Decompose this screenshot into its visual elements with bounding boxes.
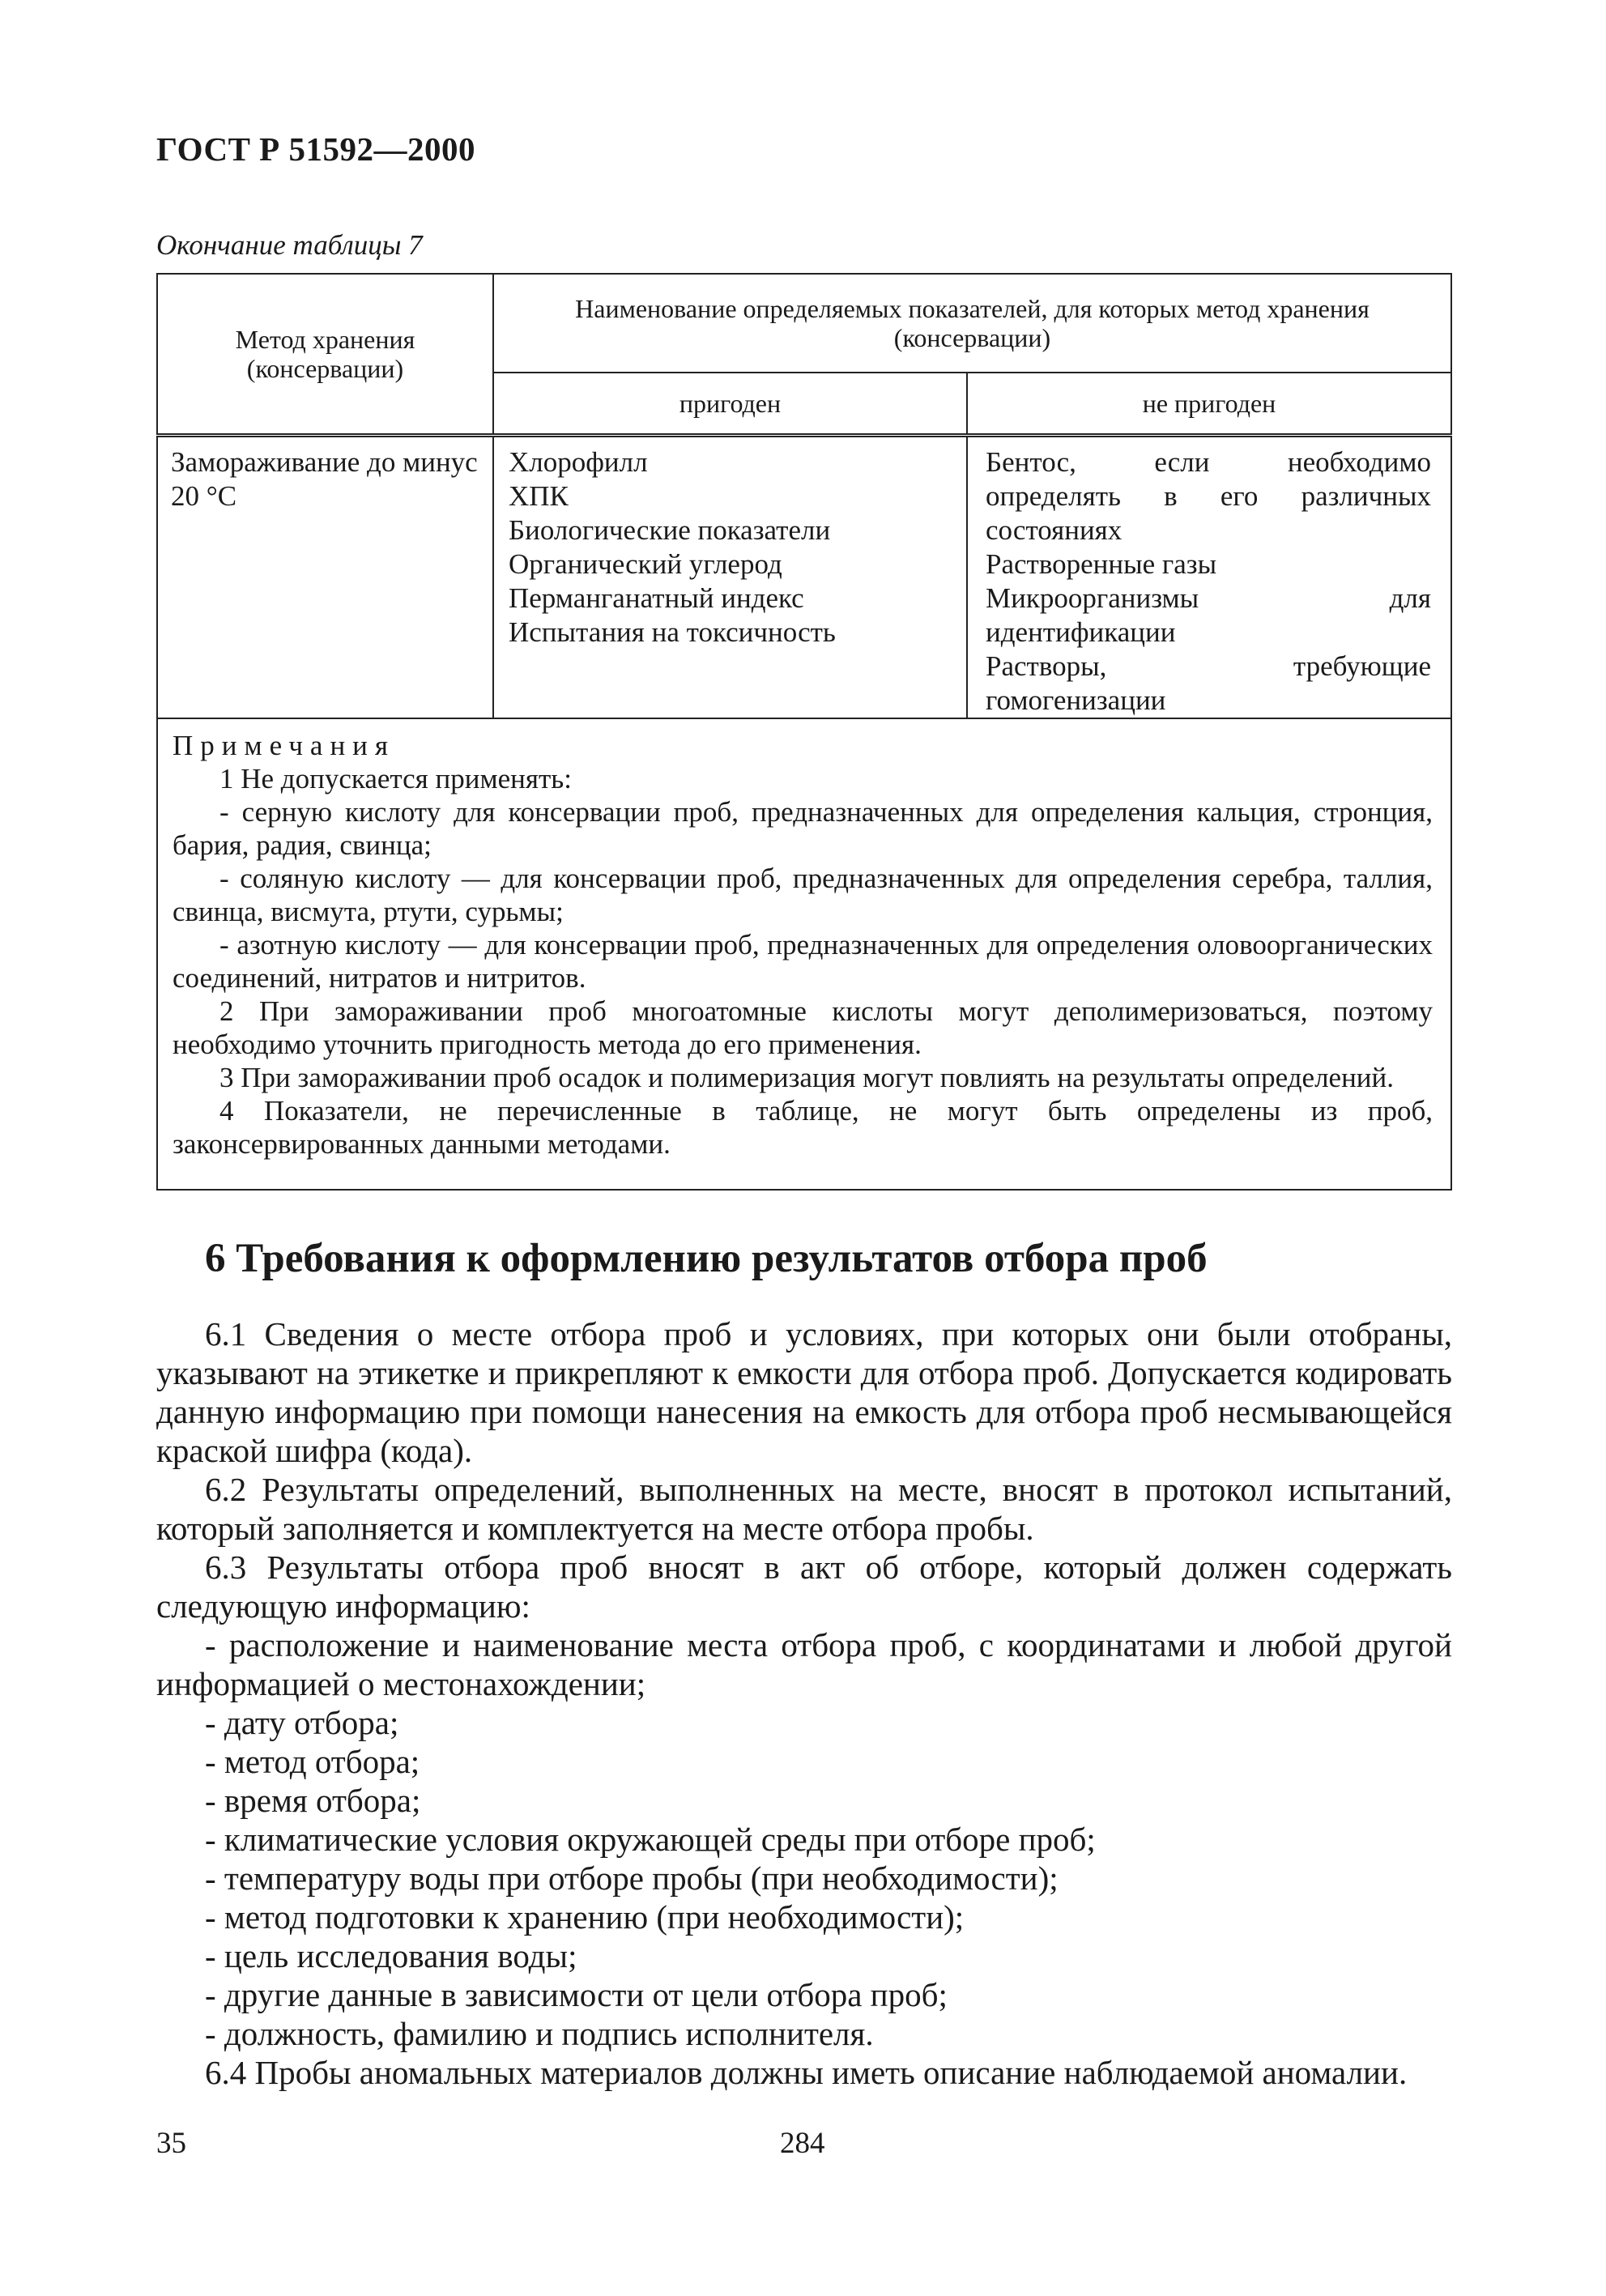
section-title: 6 Требования к оформлению результатов отбора проб [205, 1236, 1208, 1281]
note-item: 1 Не допускается применять: [219, 763, 572, 794]
list-item: ХПК [509, 480, 569, 512]
list-item: Растворы, требующие гомогенизации [986, 650, 1431, 716]
list-item: - метод подготовки к хранению (при необходимости); [205, 1898, 965, 1936]
note-item: - серную кислоту для консервации проб, предназначенных для определения кальция, стронция, бария, радия, свинца; [173, 796, 1433, 861]
list-item: Растворенные газы [986, 548, 1217, 580]
page-number-center: 284 [780, 2127, 825, 2160]
header-indicator-names: Наименование определяемых показателей, для которых метод хранения (консервации) [493, 274, 1451, 373]
note-item: 2 При замораживании проб многоатомные кислоты могут деполимеризоваться, поэтому необходимо уточнить пригодность метода до его применения. [173, 995, 1433, 1060]
list-item: - климатические условия окружающей среды при отборе проб; [205, 1821, 1096, 1858]
list-item: - время отбора; [205, 1782, 421, 1819]
freezing-method: Замораживание до минус 20 °С [171, 446, 478, 512]
list-item: - должность, фамилию и подпись исполнителя. [205, 2015, 874, 2052]
paragraph-6-4: 6.4 Пробы аномальных материалов должны иметь описание наблюдаемой аномалии. [205, 2054, 1408, 2091]
notes-title: Примечания [173, 730, 396, 761]
header-unsuitable: не пригоден [967, 373, 1451, 435]
page-number-left: 35 [156, 2127, 186, 2160]
list-item: Испытания на токсичность [509, 616, 836, 648]
list-item: Перманганатный индекс [509, 582, 804, 614]
list-item: Микроорганизмы для идентификации [986, 582, 1431, 648]
list-item: - температуру воды при отборе пробы (при необходимости); [205, 1859, 1059, 1897]
note-item: - азотную кислоту — для консервации проб, предназначенных для определения оловоорганических соединений, нитратов и нитритов. [173, 929, 1433, 994]
header-suitable: пригоден [493, 373, 967, 435]
list-item: - цель исследования воды; [205, 1937, 577, 1974]
list-item: Хлорофилл [509, 446, 648, 478]
cell-method [157, 436, 493, 719]
table-row [157, 436, 1451, 719]
note-item: - соляную кислоту — для консервации проб, предназначенных для определения серебра, таллия, свинца, висмута, ртути, сурьмы; [173, 863, 1433, 927]
list-item: Органический углерод [509, 548, 782, 580]
note-item: 3 При замораживании проб осадок и полимеризация могут повлиять на результаты определений. [219, 1062, 1395, 1093]
storage-methods-table [156, 273, 1452, 1191]
list-item: - расположение и наименование места отбора проб, с координатами и любой другой информацией о местонахождении; [156, 1626, 1452, 1702]
list-item: - другие данные в зависимости от цели отбора проб; [205, 1976, 948, 2013]
list-item: - метод отбора; [205, 1743, 420, 1780]
cell-unsuitable-list [967, 436, 1451, 719]
table-caption: Окончание таблицы 7 [156, 229, 423, 261]
list-item: Бентос, если необходимо определять в его различных состояниях [986, 446, 1431, 546]
note-item: 4 Показатели, не перечисленные в таблице, не могут быть определены из проб, законсервированных данными методами. [173, 1095, 1433, 1160]
section-body [156, 1314, 1452, 2092]
paragraph-6-2: 6.2 Результаты определений, выполненных на месте, вносят в протокол испытаний, который заполняется и комплектуется на месте отбора пробы. [156, 1471, 1452, 1547]
paragraph-6-3: 6.3 Результаты отбора проб вносят в акт об отборе, который должен содержать следующую информацию: [156, 1548, 1452, 1625]
list-item: Биологические показатели [509, 514, 831, 546]
header-storage-method: Метод хранения (консервации) [157, 274, 493, 436]
list-item: - дату отбора; [205, 1704, 399, 1741]
notes-cell [157, 718, 1451, 1190]
paragraph-6-1: 6.1 Сведения о месте отбора проб и условиях, при которых они были отобраны, указывают на этикетке и прикрепляют к емкости для отбора проб. Допускается кодировать данную информацию при помощи нанесения на емкость для отбора проб несмывающейся краской шифра (кода). [156, 1315, 1452, 1469]
standard-header: ГОСТ Р 51592—2000 [156, 130, 475, 168]
cell-suitable-list [493, 436, 967, 719]
